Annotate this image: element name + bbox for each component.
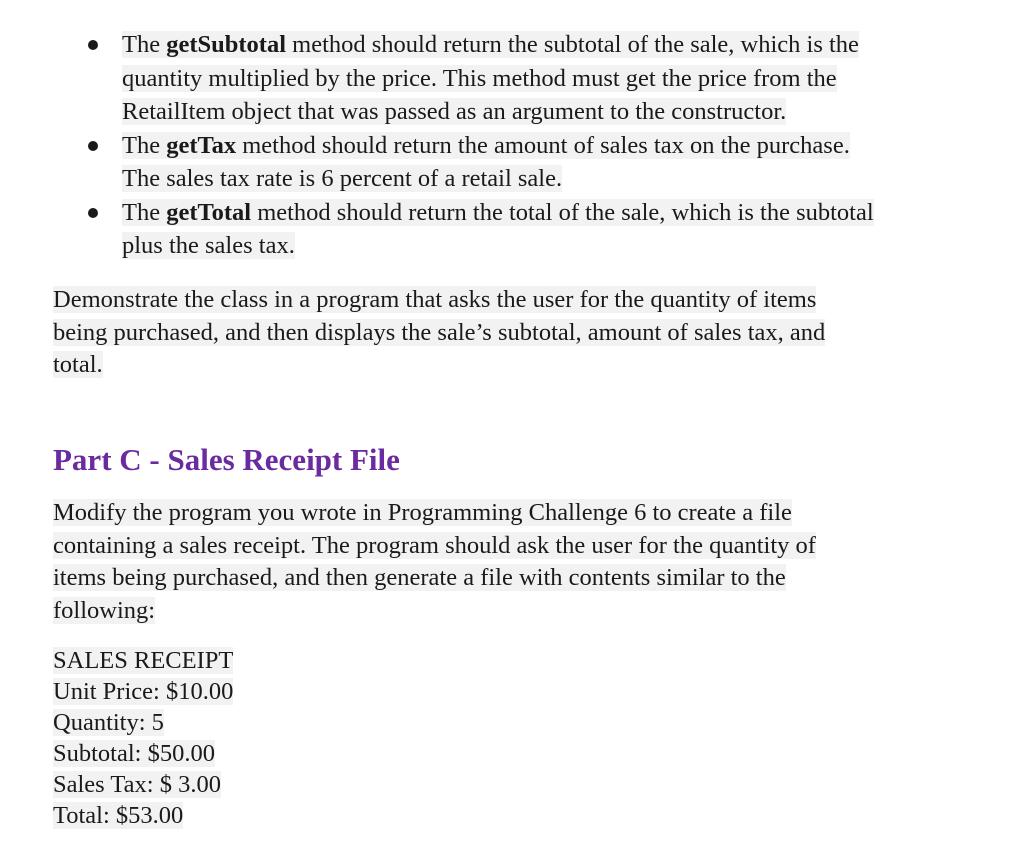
method-name: getTax: [166, 131, 237, 159]
receipt-line: Quantity: 5: [53, 709, 164, 736]
bullet-dot-icon: [88, 208, 98, 218]
receipt-line: Unit Price: $10.00: [53, 678, 234, 705]
bullet-get-subtotal: [86, 28, 986, 129]
sales-receipt-example: [53, 645, 233, 831]
bullet-get-total: [86, 196, 986, 263]
paragraph-line: items being purchased, and then generate a file with contents similar to the: [53, 564, 786, 591]
bullet-line: The getTotal method should return the total of the sale, which is the subtotal: [122, 198, 874, 226]
bullet-get-tax: [86, 129, 986, 196]
paragraph-line: following:: [53, 596, 156, 624]
receipt-line: Sales Tax: $ 3.00: [53, 771, 221, 798]
receipt-line: SALES RECEIPT: [53, 647, 234, 674]
bullet-line: RetailItem object that was passed as an argument to the constructor.: [122, 98, 787, 125]
method-bullet-list: [86, 28, 986, 263]
bullet-line: plus the sales tax.: [122, 232, 295, 259]
bullet-dot-icon: [88, 141, 98, 151]
method-name: getSubtotal: [166, 31, 287, 58]
method-name: getTotal: [166, 198, 252, 226]
modify-paragraph: [53, 497, 953, 627]
paragraph-line: being purchased, and then displays the sale’s subtotal, amount of sales tax, and: [53, 318, 826, 346]
receipt-line: Subtotal: $50.00: [53, 740, 215, 767]
bullet-line: The getSubtotal method should return the subtotal of the sale, which is the: [122, 31, 859, 58]
paragraph-line: Demonstrate the class in a program that asks the user for the quantity of items: [53, 286, 817, 313]
demonstrate-paragraph: [53, 284, 953, 382]
receipt-line: Total: $53.00: [53, 802, 184, 829]
bullet-line: The sales tax rate is 6 percent of a retail sale.: [122, 165, 563, 192]
paragraph-line: total.: [53, 351, 103, 378]
bullet-line: quantity multiplied by the price. This method must get the price from the: [122, 64, 837, 92]
part-c-heading: Part C - Sales Receipt File: [53, 442, 400, 477]
paragraph-line: Modify the program you wrote in Programming Challenge 6 to create a file: [53, 499, 792, 526]
paragraph-line: containing a sales receipt. The program should ask the user for the quantity of: [53, 531, 816, 559]
bullet-dot-icon: [88, 40, 98, 50]
bullet-line: The getTax method should return the amount of sales tax on the purchase.: [122, 131, 850, 159]
